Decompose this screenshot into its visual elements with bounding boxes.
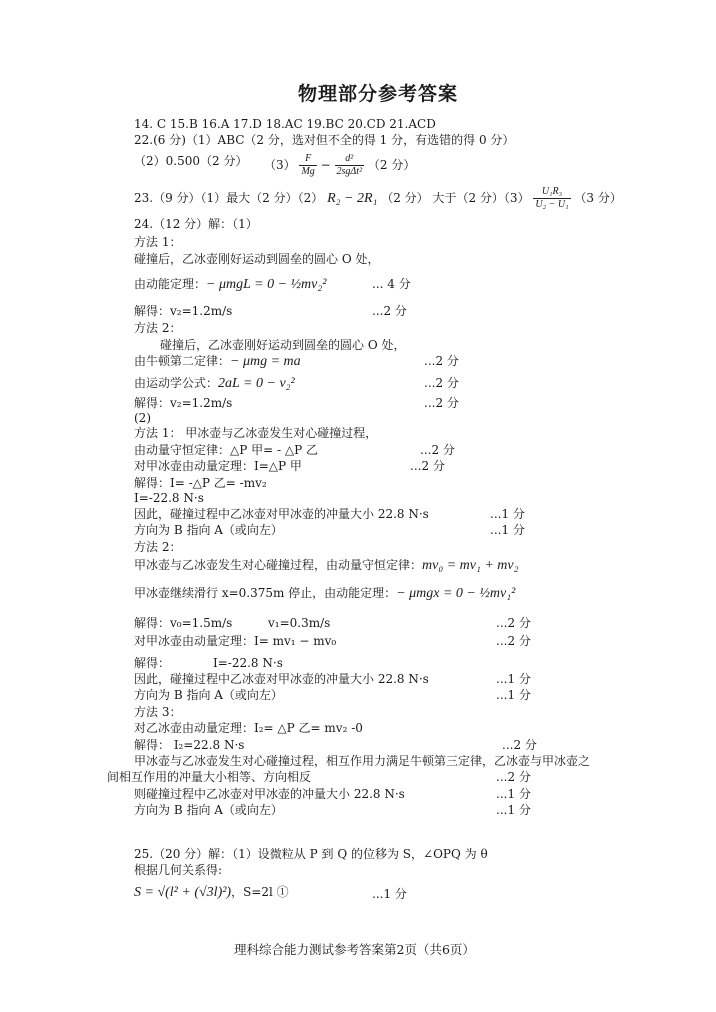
q23-expression: R₂ − 2R₁ bbox=[327, 191, 378, 206]
q24-p2m3-line2: 解得： I₂=22.8 N·s bbox=[134, 738, 245, 752]
q24-m1-l3-score: ...2 分 bbox=[372, 304, 407, 318]
q24-m2-line3 bbox=[134, 375, 295, 392]
q24-p2m1-line7: 方向为 B 指向 A（或向左） bbox=[134, 523, 283, 537]
q22-part3 bbox=[264, 153, 415, 178]
q24-p2m2-l1-eq: mv₀ = mv₁ + mv₂ bbox=[422, 558, 519, 573]
q24-p2m3-line1: 对乙冰壶由动量定理：I₂= △P 乙= mv₂ -0 bbox=[134, 721, 363, 735]
q24-m2-line2 bbox=[134, 353, 301, 370]
q23-lead: 23.（9 分）（1）最大（2 分）（2） bbox=[134, 191, 324, 205]
q24-p2m2-line5a: 解得： bbox=[134, 656, 171, 670]
q24-p2m2-line4: 对甲冰壶由动量定理：I= mv₁ − mv₀ bbox=[134, 634, 337, 648]
q24-p2m2-line7: 方向为 B 指向 A（或向左） bbox=[134, 688, 283, 702]
q24-p2m1-line6: 因此，碰撞过程中乙冰壶对甲冰壶的冲量大小 22.8 N·s bbox=[134, 507, 429, 521]
q24-p2m1-line3: 对甲冰壶由动量定理：I=△P 甲 bbox=[134, 459, 302, 473]
q23-frac-num: U₁R₃ bbox=[533, 186, 570, 199]
q24-p2m2-l2-text: 甲冰壶继续滑行 x=0.375m 停止，由动能定理： bbox=[134, 586, 397, 600]
q22-part3-label: （3） bbox=[264, 158, 296, 172]
q23-fraction bbox=[533, 186, 570, 211]
q24-p2m1-line5: I=-22.8 N·s bbox=[134, 491, 204, 505]
q24-p2m2-l2-eq: − μmgx = 0 − ½mv₁² bbox=[396, 586, 516, 601]
q24-p2m3-line4: 间相互作用的冲量大小相等、方向相反 bbox=[107, 770, 312, 784]
q24-m1-line1: 碰撞后，乙冰壶刚好运动到圆垒的圆心 O 处， bbox=[134, 252, 380, 266]
q24-p2m2-l3-score: ...2 分 bbox=[496, 616, 531, 630]
q22-part2: （2）0.500（2 分） bbox=[134, 154, 248, 168]
q24-p2m2-line2 bbox=[134, 585, 515, 602]
q23-score: （3 分） bbox=[574, 191, 622, 205]
q23-mid: （2 分） 大于（2 分）（3） bbox=[381, 191, 530, 205]
q24-p2m2-line3a: 解得：v₀=1.5m/s bbox=[134, 616, 233, 630]
q25-eq: S = √(l² + (√3l)²) bbox=[134, 885, 232, 900]
page-title: 物理部分参考答案 bbox=[298, 83, 459, 105]
q24-head: 24.（12 分）解：（1） bbox=[134, 217, 258, 231]
q24-m2-l3-text: 由运动学公式： bbox=[134, 376, 219, 390]
q24-p2-method3-label: 方法 3： bbox=[134, 705, 182, 719]
q24-m1-l2-text: 由动能定理： bbox=[134, 277, 207, 291]
q24-m2-l3-score: ...2 分 bbox=[424, 376, 459, 390]
q24-m1-l2-eq: − μmgL = 0 − ½mv₂² bbox=[206, 277, 327, 292]
q24-p2m3-line3: 甲冰壶与乙冰壶发生对心碰撞过程，相互作用力满足牛顿第三定律，乙冰壶与甲冰壶之 bbox=[134, 754, 591, 768]
q24-part2-label: (2) bbox=[134, 411, 151, 425]
q22-frac2-den: 2sgΔt² bbox=[336, 166, 363, 177]
q22-frac2-num: d² bbox=[335, 153, 365, 166]
q24-p2m3-l6-score: ...1 分 bbox=[496, 803, 531, 817]
q23-line bbox=[134, 186, 622, 211]
q25-head: 25.（20 分）解：（1）设微粒从 P 到 Q 的位移为 S，∠OPQ 为 θ bbox=[134, 847, 488, 861]
q24-p2m2-l7-score: ...1 分 bbox=[496, 688, 531, 702]
q25-eq-score: ...1 分 bbox=[372, 887, 407, 901]
q24-p2m1-l3-score: ...2 分 bbox=[410, 459, 445, 473]
q24-p2m3-line6: 方向为 B 指向 A（或向左） bbox=[134, 803, 283, 817]
q24-m2-l4-score: ...2 分 bbox=[424, 396, 459, 410]
q22-fraction-1 bbox=[299, 153, 316, 178]
q24-p2-method2-label: 方法 2： bbox=[134, 540, 182, 554]
q22-fraction-2 bbox=[335, 153, 365, 178]
q24-m2-line1: 碰撞后，乙冰壶刚好运动到圆垒的圆心 O 处， bbox=[160, 338, 406, 352]
q24-p2m2-line3b: v₁=0.3m/s bbox=[268, 616, 331, 630]
q24-p2m1-l6-score: ...1 分 bbox=[490, 507, 525, 521]
q24-p2m3-l5-score: ...1 分 bbox=[496, 787, 531, 801]
q22-minus: − bbox=[320, 158, 331, 172]
q24-m2-l2-score: ...2 分 bbox=[424, 354, 459, 368]
q24-p2m1-l2-score: ...2 分 bbox=[420, 443, 455, 457]
mc-answers: 14. C 15.B 16.A 17.D 18.AC 19.BC 20.CD 21.ACD bbox=[134, 117, 436, 131]
q24-p2m1-l7-score: ...1 分 bbox=[490, 523, 525, 537]
q22-frac1-num: F bbox=[299, 153, 316, 166]
q24-p2m2-l4-score: ...2 分 bbox=[496, 634, 531, 648]
q24-p2m1-line4: 解得：I= -△P 乙= -mv₂ bbox=[134, 476, 267, 490]
q24-m2-l3-eq: 2aL = 0 − v₂² bbox=[218, 376, 295, 391]
q24-m1-line3: 解得：v₂=1.2m/s bbox=[134, 304, 233, 318]
q24-m1-line2 bbox=[134, 276, 326, 293]
q24-p2m1-line2: 由动量守恒定律：△P 甲= - △P 乙 bbox=[134, 443, 318, 457]
q25-line2: 根据几何关系得: bbox=[134, 863, 223, 877]
q22-line1: 22.(6 分)（1）ABC（2 分，选对但不全的得 1 分，有选错的得 0 分） bbox=[134, 133, 515, 147]
q22-frac1-den: Mg bbox=[301, 166, 315, 177]
q24-p2m2-line1 bbox=[134, 557, 518, 574]
q24-p2m3-l2-score: ...2 分 bbox=[502, 738, 537, 752]
q24-method1-label: 方法 1： bbox=[134, 235, 182, 249]
page-footer: 理科综合能力测试参考答案第2页（共6页） bbox=[234, 942, 475, 957]
q24-m2-line4: 解得：v₂=1.2m/s bbox=[134, 396, 233, 410]
q24-m2-l2-text: 由牛顿第二定律： bbox=[134, 354, 231, 368]
q24-m1-l2-score: ... 4 分 bbox=[372, 277, 411, 291]
q24-p2m2-l6-score: ...1 分 bbox=[496, 672, 531, 686]
q23-frac-den: U₂ − U₁ bbox=[535, 199, 569, 210]
q25-eq-tail: ，S=2l ① bbox=[231, 885, 289, 899]
q24-p2m3-l4-score: ...2 分 bbox=[496, 770, 531, 784]
q25-equation bbox=[134, 884, 289, 901]
q24-p2m2-l1-text: 甲冰壶与乙冰壶发生对心碰撞过程，由动量守恒定律： bbox=[134, 558, 423, 572]
q24-p2m3-line5: 则碰撞过程中乙冰壶对甲冰壶的冲量大小 22.8 N·s bbox=[134, 787, 405, 801]
q24-p2m1-line1: 方法 1： 甲冰壶与乙冰壶发生对心碰撞过程， bbox=[134, 426, 378, 440]
q24-p2m2-line5b: I=-22.8 N·s bbox=[213, 656, 283, 670]
q24-m2-l2-eq: − μmg = ma bbox=[230, 354, 301, 369]
q22-part3-score: （2 分） bbox=[367, 158, 416, 172]
q24-method2-label: 方法 2： bbox=[134, 321, 182, 335]
q24-p2m2-line6: 因此，碰撞过程中乙冰壶对甲冰壶的冲量大小 22.8 N·s bbox=[134, 672, 429, 686]
